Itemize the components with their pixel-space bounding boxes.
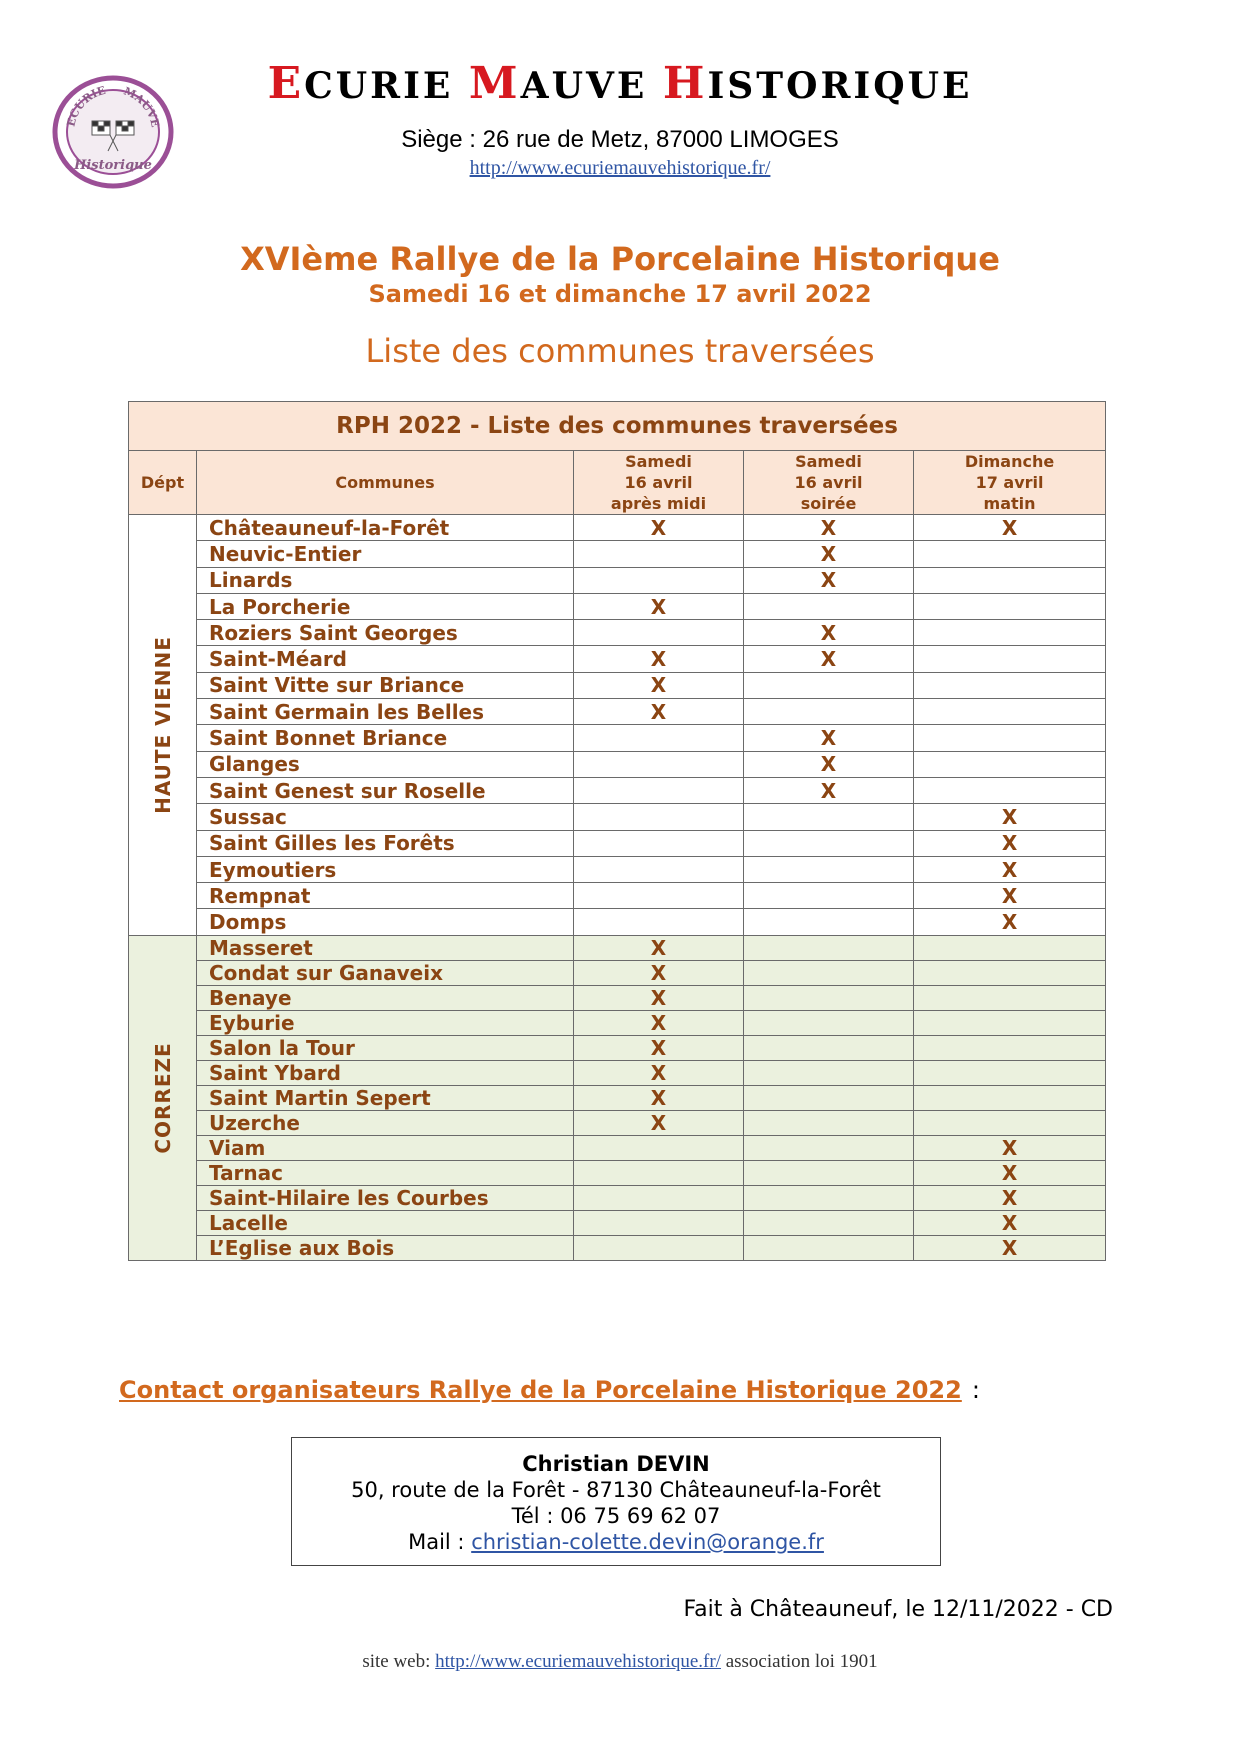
passage-cell-c3 <box>914 725 1106 751</box>
column-header-sunday-morning <box>914 451 1106 515</box>
passage-mark: X <box>1001 831 1018 856</box>
commune-name: Lacelle <box>197 1210 574 1235</box>
passage-cell-c2 <box>744 1160 914 1185</box>
table-row <box>129 1210 1106 1235</box>
passage-cell-c3 <box>914 1135 1106 1160</box>
passage-mark: X <box>1001 1135 1018 1160</box>
organisation-name <box>0 58 1240 109</box>
passage-cell-c2 <box>744 751 914 777</box>
passage-cell-c2 <box>744 1185 914 1210</box>
passage-mark: X <box>1001 883 1018 908</box>
passage-cell-c3 <box>914 856 1106 882</box>
dept-cell <box>129 515 197 936</box>
column-header-line: 16 avril <box>624 473 693 492</box>
passage-mark: X <box>650 699 667 724</box>
passage-cell-c3 <box>914 883 1106 909</box>
org-initial-m: M <box>468 58 521 109</box>
column-header-line: matin <box>983 494 1036 513</box>
contact-heading-colon: : <box>971 1376 980 1404</box>
passage-mark: X <box>1001 1185 1018 1210</box>
table-row <box>129 593 1106 619</box>
org-word-mauve: AUVE <box>520 65 648 107</box>
website-link[interactable]: http://www.ecuriemauvehistorique.fr/ <box>469 157 771 179</box>
passage-cell-c1 <box>574 1135 744 1160</box>
contact-mail-link[interactable]: christian-colette.devin@orange.fr <box>471 1530 824 1554</box>
table-row <box>129 725 1106 751</box>
passage-cell-c2 <box>744 725 914 751</box>
logo-text-ecurie: ECURIE <box>64 83 108 128</box>
passage-mark: X <box>1001 804 1018 829</box>
passage-cell-c1 <box>574 1035 744 1060</box>
passage-cell-c2 <box>744 856 914 882</box>
passage-mark: X <box>650 1010 667 1035</box>
passage-cell-c3 <box>914 1110 1106 1135</box>
table-row <box>129 883 1106 909</box>
passage-cell-c2 <box>744 777 914 803</box>
passage-mark: X <box>1001 857 1018 882</box>
column-header-saturday-evening <box>744 451 914 515</box>
passage-mark: X <box>650 1035 667 1060</box>
passage-cell-c1 <box>574 620 744 646</box>
passage-cell-c2 <box>744 699 914 725</box>
passage-cell-c2 <box>744 620 914 646</box>
contact-mail-label: Mail : <box>408 1530 465 1554</box>
passage-cell-c2 <box>744 593 914 619</box>
passage-cell-c3 <box>914 1010 1106 1035</box>
passage-cell-c3 <box>914 620 1106 646</box>
passage-cell-c3 <box>914 935 1106 960</box>
commune-name: Condat sur Ganaveix <box>197 960 574 985</box>
column-header-communes: Communes <box>197 451 574 515</box>
passage-mark: X <box>650 985 667 1010</box>
commune-name: Roziers Saint Georges <box>197 620 574 646</box>
passage-cell-c2 <box>744 830 914 856</box>
column-header-line: Dimanche <box>964 452 1055 471</box>
column-header-line: Samedi <box>625 452 692 471</box>
logo-text-historique: Historique <box>74 158 152 173</box>
passage-cell-c1 <box>574 804 744 830</box>
passage-cell-c1 <box>574 751 744 777</box>
table-row <box>129 935 1106 960</box>
table-row <box>129 646 1106 672</box>
contact-heading-text[interactable]: Contact organisateurs Rallye de la Porcelaine Historique 2022 <box>119 1376 962 1404</box>
table-row <box>129 1110 1106 1135</box>
table-row <box>129 1235 1106 1260</box>
signature: Fait à Châteauneuf, le 12/11/2022 - CD <box>683 1597 1113 1622</box>
footer-website-link[interactable]: http://www.ecuriemauvehistorique.fr/ <box>435 1651 721 1672</box>
siege-address: Siège : 26 rue de Metz, 87000 LIMOGES <box>401 126 839 153</box>
passage-cell-c2 <box>744 883 914 909</box>
passage-cell-c2 <box>744 985 914 1010</box>
passage-mark: X <box>650 1085 667 1110</box>
commune-name: Rempnat <box>197 883 574 909</box>
table-row <box>129 1010 1106 1035</box>
org-initial-e: E <box>267 58 305 109</box>
org-initial-h: H <box>662 58 708 109</box>
commune-name: Sussac <box>197 804 574 830</box>
commune-name: Salon la Tour <box>197 1035 574 1060</box>
contact-mail-line <box>292 1530 940 1554</box>
communes-table <box>128 401 1106 1261</box>
passage-cell-c3 <box>914 567 1106 593</box>
passage-cell-c1 <box>574 909 744 935</box>
passage-mark: X <box>820 647 837 672</box>
column-header-line: Samedi <box>795 452 862 471</box>
passage-cell-c2 <box>744 1085 914 1110</box>
contact-address: 50, route de la Forêt - 87130 Châteauneuf-la-Forêt <box>351 1478 881 1502</box>
passage-cell-c2 <box>744 804 914 830</box>
table-row <box>129 1185 1106 1210</box>
table-row <box>129 541 1106 567</box>
commune-name: Saint Germain les Belles <box>197 699 574 725</box>
passage-cell-c1 <box>574 593 744 619</box>
table-row <box>129 1035 1106 1060</box>
passage-mark: X <box>820 726 837 751</box>
passage-mark: X <box>820 568 837 593</box>
contact-phone: Tél : 06 75 69 62 07 <box>511 1504 721 1528</box>
passage-cell-c1 <box>574 1060 744 1085</box>
dept-cell <box>129 935 197 1260</box>
passage-cell-c3 <box>914 777 1106 803</box>
passage-cell-c3 <box>914 985 1106 1010</box>
table-row <box>129 909 1106 935</box>
table-row <box>129 1135 1106 1160</box>
passage-mark: X <box>650 594 667 619</box>
table-row <box>129 620 1106 646</box>
commune-name: Benaye <box>197 985 574 1010</box>
table-row <box>129 1060 1106 1085</box>
passage-cell-c1 <box>574 935 744 960</box>
commune-name: Glanges <box>197 751 574 777</box>
passage-mark: X <box>650 515 667 540</box>
commune-name: Linards <box>197 567 574 593</box>
table-row <box>129 856 1106 882</box>
passage-cell-c3 <box>914 909 1106 935</box>
commune-name: Domps <box>197 909 574 935</box>
passage-cell-c1 <box>574 1110 744 1135</box>
logo-text-mauve: MAUVE <box>121 84 162 129</box>
passage-cell-c1 <box>574 856 744 882</box>
passage-cell-c1 <box>574 567 744 593</box>
passage-cell-c2 <box>744 960 914 985</box>
passage-cell-c3 <box>914 699 1106 725</box>
passage-cell-c2 <box>744 909 914 935</box>
passage-cell-c3 <box>914 751 1106 777</box>
table-row <box>129 751 1106 777</box>
passage-cell-c1 <box>574 725 744 751</box>
passage-mark: X <box>650 1110 667 1135</box>
passage-cell-c2 <box>744 1135 914 1160</box>
commune-name: Saint Vitte sur Briance <box>197 672 574 698</box>
passage-cell-c3 <box>914 646 1106 672</box>
passage-cell-c1 <box>574 1235 744 1260</box>
passage-cell-c1 <box>574 1185 744 1210</box>
commune-name: Masseret <box>197 935 574 960</box>
column-header-line: après midi <box>610 494 707 513</box>
table-title: RPH 2022 - Liste des communes traversées <box>129 402 1106 451</box>
passage-cell-c1 <box>574 1210 744 1235</box>
footer-suffix: association loi 1901 <box>725 1651 878 1672</box>
passage-cell-c3 <box>914 1060 1106 1085</box>
contact-box <box>291 1437 941 1566</box>
passage-cell-c3 <box>914 1185 1106 1210</box>
contact-name: Christian DEVIN <box>522 1452 710 1476</box>
passage-mark: X <box>820 778 837 803</box>
passage-mark: X <box>1001 1210 1018 1235</box>
passage-mark: X <box>650 647 667 672</box>
passage-cell-c3 <box>914 830 1106 856</box>
commune-name: L’Eglise aux Bois <box>197 1235 574 1260</box>
passage-mark: X <box>1001 515 1018 540</box>
org-word-historique: ISTORIQUE <box>707 65 973 107</box>
passage-mark: X <box>820 620 837 645</box>
commune-name: Eyburie <box>197 1010 574 1035</box>
commune-name: La Porcherie <box>197 593 574 619</box>
footer-prefix: site web: <box>362 1651 431 1672</box>
passage-cell-c1 <box>574 777 744 803</box>
passage-cell-c2 <box>744 1110 914 1135</box>
column-header-line: 16 avril <box>794 473 863 492</box>
column-header-line: soirée <box>800 494 857 513</box>
passage-mark: X <box>820 541 837 566</box>
passage-cell-c2 <box>744 567 914 593</box>
passage-mark: X <box>650 960 667 985</box>
commune-name: Saint-Hilaire les Courbes <box>197 1185 574 1210</box>
passage-mark: X <box>650 1060 667 1085</box>
footer <box>0 1651 1240 1673</box>
table-row <box>129 515 1106 541</box>
passage-cell-c3 <box>914 593 1106 619</box>
dept-label: CORREZE <box>150 1042 175 1154</box>
passage-cell-c3 <box>914 672 1106 698</box>
table-row <box>129 830 1106 856</box>
passage-cell-c2 <box>744 1010 914 1035</box>
passage-cell-c2 <box>744 1235 914 1260</box>
passage-cell-c3 <box>914 804 1106 830</box>
passage-cell-c3 <box>914 1235 1106 1260</box>
commune-name: Saint Genest sur Roselle <box>197 777 574 803</box>
passage-cell-c2 <box>744 935 914 960</box>
commune-name: Tarnac <box>197 1160 574 1185</box>
passage-mark: X <box>650 673 667 698</box>
passage-cell-c1 <box>574 830 744 856</box>
passage-mark: X <box>1001 1160 1018 1185</box>
contact-heading <box>119 1376 980 1404</box>
passage-cell-c1 <box>574 985 744 1010</box>
passage-mark: X <box>820 515 837 540</box>
passage-cell-c1 <box>574 515 744 541</box>
passage-cell-c2 <box>744 672 914 698</box>
rally-title: XVIème Rallye de la Porcelaine Historique <box>240 240 1000 278</box>
passage-cell-c3 <box>914 1160 1106 1185</box>
passage-mark: X <box>1001 1235 1018 1260</box>
commune-name: Châteauneuf-la-Forêt <box>197 515 574 541</box>
table-row <box>129 777 1106 803</box>
passage-cell-c2 <box>744 646 914 672</box>
rally-dates: Samedi 16 et dimanche 17 avril 2022 <box>368 280 872 308</box>
dept-label: HAUTE VIENNE <box>150 635 175 814</box>
table-body <box>129 515 1106 1261</box>
list-title: Liste des communes traversées <box>365 332 875 370</box>
table-row <box>129 804 1106 830</box>
passage-cell-c3 <box>914 1210 1106 1235</box>
passage-cell-c1 <box>574 960 744 985</box>
passage-cell-c3 <box>914 515 1106 541</box>
table-row <box>129 672 1106 698</box>
table-row <box>129 960 1106 985</box>
passage-cell-c2 <box>744 1210 914 1235</box>
passage-cell-c3 <box>914 1035 1106 1060</box>
passage-cell-c3 <box>914 960 1106 985</box>
commune-name: Saint Bonnet Briance <box>197 725 574 751</box>
passage-cell-c1 <box>574 1010 744 1035</box>
commune-name: Eymoutiers <box>197 856 574 882</box>
passage-cell-c2 <box>744 1035 914 1060</box>
passage-cell-c1 <box>574 1160 744 1185</box>
passage-cell-c2 <box>744 515 914 541</box>
commune-name: Saint Ybard <box>197 1060 574 1085</box>
passage-cell-c2 <box>744 1060 914 1085</box>
table-row <box>129 1085 1106 1110</box>
passage-cell-c3 <box>914 541 1106 567</box>
commune-name: Uzerche <box>197 1110 574 1135</box>
column-header-saturday-afternoon <box>574 451 744 515</box>
table-row <box>129 1160 1106 1185</box>
column-header-dept: Dépt <box>129 451 197 515</box>
passage-cell-c1 <box>574 699 744 725</box>
passage-mark: X <box>820 752 837 777</box>
passage-cell-c1 <box>574 672 744 698</box>
commune-name: Neuvic-Entier <box>197 541 574 567</box>
commune-name: Saint Gilles les Forêts <box>197 830 574 856</box>
passage-cell-c1 <box>574 883 744 909</box>
passage-cell-c2 <box>744 541 914 567</box>
passage-mark: X <box>650 935 667 960</box>
table-row <box>129 699 1106 725</box>
passage-mark: X <box>1001 910 1018 935</box>
passage-cell-c1 <box>574 1085 744 1110</box>
table-row <box>129 985 1106 1010</box>
commune-name: Viam <box>197 1135 574 1160</box>
commune-name: Saint-Méard <box>197 646 574 672</box>
passage-cell-c3 <box>914 1085 1106 1110</box>
commune-name: Saint Martin Sepert <box>197 1085 574 1110</box>
passage-cell-c1 <box>574 541 744 567</box>
column-header-line: 17 avril <box>975 473 1044 492</box>
org-word-ecurie: CURIE <box>304 65 454 107</box>
table-row <box>129 567 1106 593</box>
passage-cell-c1 <box>574 646 744 672</box>
